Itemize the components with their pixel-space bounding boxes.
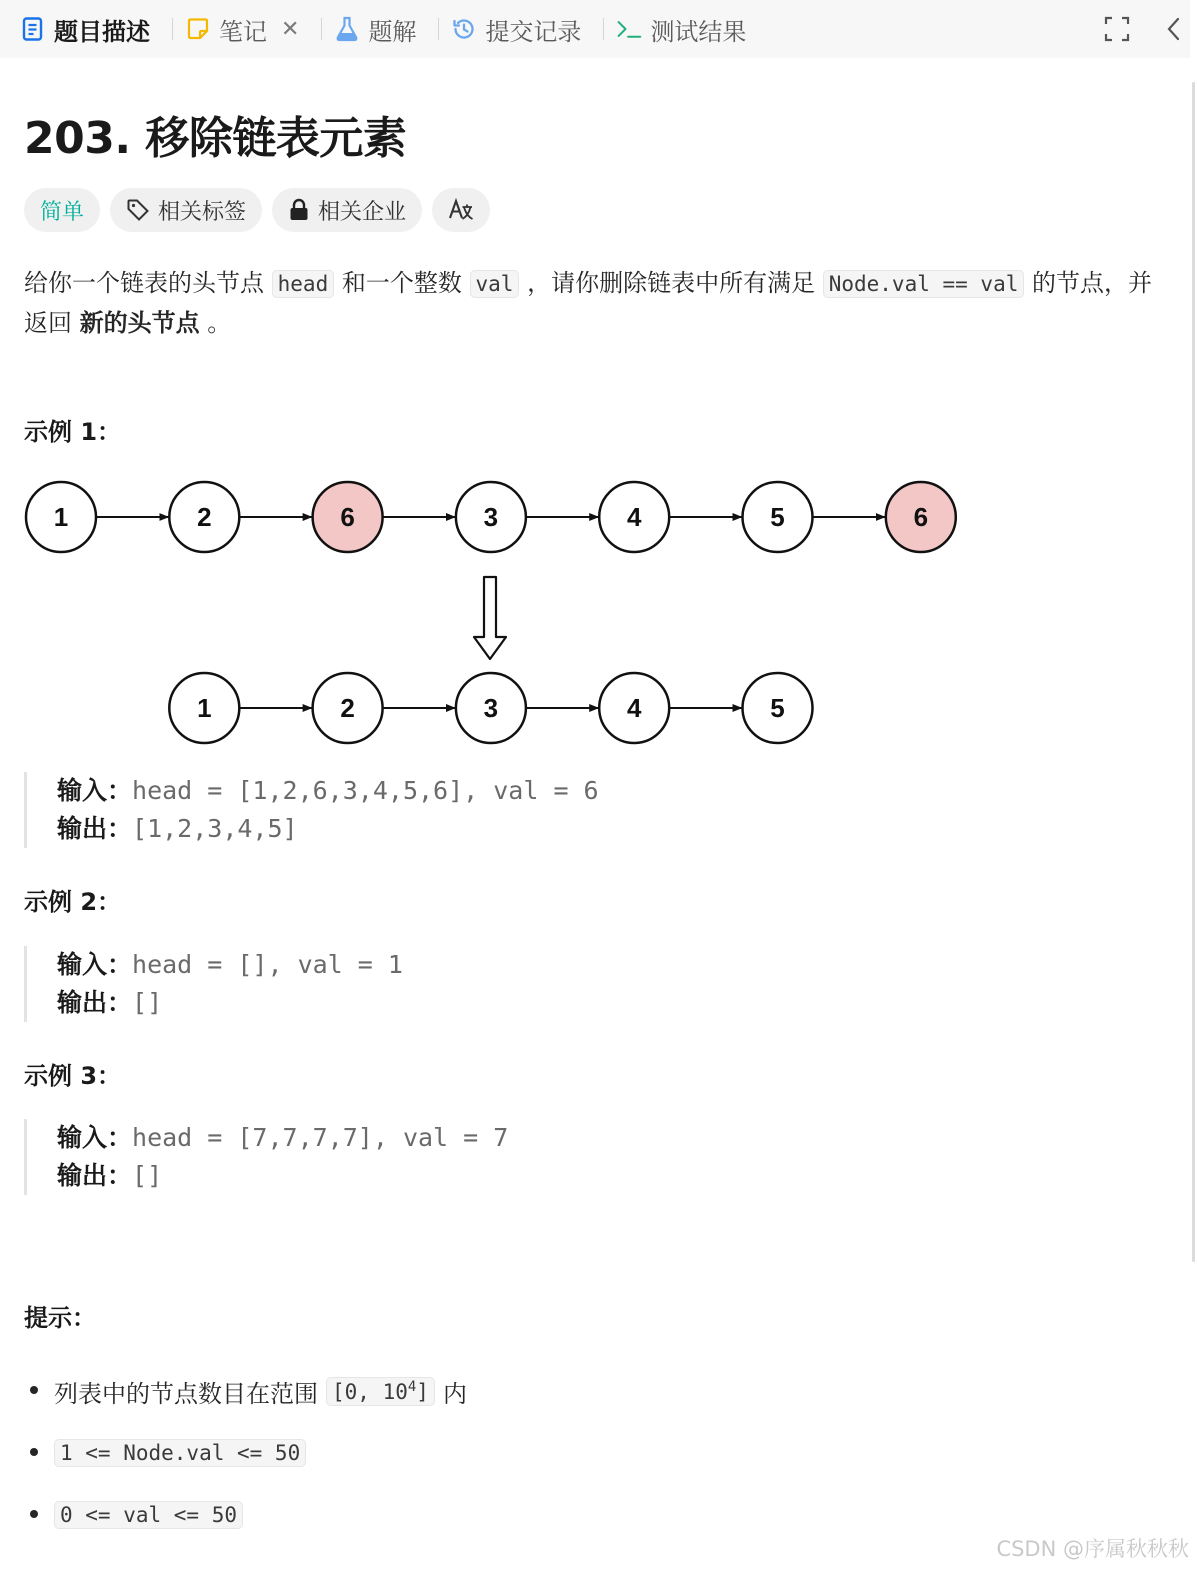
after-node <box>456 673 526 743</box>
before-node-value: 5 <box>770 502 785 532</box>
range-exponent: 4 <box>407 1378 417 1395</box>
tag-icon <box>126 198 150 222</box>
close-icon[interactable]: ✕ <box>281 16 300 42</box>
tab-divider <box>172 18 173 40</box>
before-node <box>313 482 383 552</box>
constraint-text: 列表中的节点数目在范围 <box>54 1379 318 1408</box>
after-node-value: 1 <box>197 693 212 723</box>
example-1-input-line <box>57 772 599 810</box>
difficulty-label: 简单 <box>40 199 85 225</box>
example-3-input-line <box>57 1119 508 1157</box>
list-after <box>169 673 812 743</box>
problem-tags <box>24 188 490 232</box>
before-node <box>886 482 956 552</box>
example-1-output-line <box>57 810 599 848</box>
fullscreen-icon[interactable] <box>1104 16 1130 42</box>
input-label: 输入： <box>57 776 133 805</box>
after-node-value: 4 <box>626 693 642 723</box>
tab-notes[interactable] <box>183 0 311 58</box>
example-3-heading: 示例 3： <box>24 1062 122 1090</box>
constraint-text: 内 <box>442 1379 467 1408</box>
inline-code-val-range: 0 <= val <= 50 <box>54 1501 243 1529</box>
before-node-value: 4 <box>626 502 642 532</box>
after-node <box>599 673 669 743</box>
before-node <box>26 482 96 552</box>
constraints-heading: 提示： <box>24 1304 96 1332</box>
example-1-input: head = [1,2,6,3,4,5,6], val = 6 <box>132 776 599 805</box>
statement-text: 的节点，并返回 <box>24 269 1153 337</box>
related-tags-label: 相关标签 <box>158 199 247 225</box>
tab-bar <box>0 0 1190 58</box>
before-node-value: 2 <box>197 502 212 532</box>
flask-icon <box>334 16 360 42</box>
before-node <box>743 482 813 552</box>
example-2-input: head = [], val = 1 <box>132 950 403 979</box>
after-node <box>169 673 239 743</box>
example-3-block <box>24 1119 508 1195</box>
problem-title: 203. 移除链表元素 <box>24 113 407 164</box>
tab-submissions-label: 提交记录 <box>485 17 582 46</box>
translate-button[interactable] <box>432 188 490 232</box>
tab-solutions-label: 题解 <box>368 17 417 46</box>
document-icon <box>20 16 46 42</box>
example-2-heading: 示例 2： <box>24 888 122 916</box>
lock-icon <box>288 198 310 222</box>
list-before <box>26 482 956 552</box>
before-node-value: 1 <box>53 502 69 532</box>
input-label: 输入： <box>57 950 133 979</box>
watermark: CSDN @序属秋秋秋 <box>996 1537 1189 1561</box>
example-3-output: [] <box>132 1161 163 1190</box>
input-label: 输入： <box>57 1123 133 1152</box>
tab-description-label: 题目描述 <box>54 17 150 46</box>
statement-text: 和一个整数 <box>341 269 462 297</box>
related-tags-button[interactable] <box>110 188 262 232</box>
tab-test-result[interactable] <box>614 0 758 58</box>
constraints-list <box>24 1360 467 1546</box>
inline-code-condition: Node.val == val <box>823 270 1025 298</box>
example-1-output: [1,2,3,4,5] <box>132 814 298 843</box>
tab-divider <box>603 18 604 40</box>
before-node-value: 6 <box>340 502 355 532</box>
after-node-value: 3 <box>483 693 499 723</box>
inline-code-range <box>326 1377 435 1406</box>
statement-text: 给你一个链表的头节点 <box>24 269 264 297</box>
tab-submissions[interactable] <box>449 0 593 58</box>
statement-text: ，请你删除链表中所有满足 <box>527 269 816 297</box>
range-code-end: ] <box>416 1379 429 1404</box>
tab-bar-actions <box>1104 0 1190 58</box>
tab-notes-label: 笔记 <box>219 17 267 46</box>
tab-solutions[interactable] <box>332 0 428 58</box>
before-node-value: 6 <box>913 502 929 532</box>
example-2-output-line <box>57 984 403 1022</box>
note-icon <box>185 16 211 42</box>
before-node-value: 3 <box>483 502 499 532</box>
tab-test-result-label: 测试结果 <box>650 17 747 46</box>
scrollbar[interactable] <box>1192 82 1195 1262</box>
example-2-input-line <box>57 946 403 984</box>
output-label: 输出： <box>57 814 133 843</box>
after-node-value: 2 <box>340 693 355 723</box>
output-label: 输出： <box>57 988 133 1017</box>
output-label: 输出： <box>57 1161 133 1190</box>
before-node <box>599 482 669 552</box>
related-companies-label: 相关企业 <box>318 199 407 225</box>
tab-divider <box>321 18 322 40</box>
example-2-output: [] <box>132 988 163 1017</box>
example-1-heading: 示例 1： <box>24 418 122 446</box>
example-3-input: head = [7,7,7,7], val = 7 <box>132 1123 509 1152</box>
translate-icon <box>448 198 474 222</box>
after-node <box>313 673 383 743</box>
difficulty-badge[interactable] <box>24 188 100 232</box>
inline-code-head: head <box>272 270 335 298</box>
constraint-item <box>24 1484 467 1546</box>
problem-statement <box>24 264 1174 343</box>
constraint-item <box>24 1360 467 1422</box>
example-3-output-line <box>57 1157 508 1195</box>
after-node-value: 5 <box>770 693 785 723</box>
before-node <box>169 482 239 552</box>
inline-code-node-val: 1 <= Node.val <= 50 <box>54 1439 306 1467</box>
constraint-item <box>24 1422 467 1484</box>
chevron-left-icon[interactable] <box>1164 16 1184 42</box>
inline-code-val: val <box>470 270 520 298</box>
after-node <box>743 673 813 743</box>
history-icon <box>451 16 477 42</box>
tab-divider <box>438 18 439 40</box>
statement-emphasis: 新的头节点 <box>79 309 200 337</box>
related-companies-button[interactable] <box>272 188 422 232</box>
range-code: [0, 10 <box>332 1379 408 1404</box>
terminal-icon <box>616 16 642 42</box>
linked-list-diagram <box>24 476 964 754</box>
example-1-block <box>24 772 599 848</box>
before-node <box>456 482 526 552</box>
transform-arrow-icon <box>474 577 506 659</box>
example-2-block <box>24 946 403 1022</box>
statement-text: 。 <box>207 309 232 337</box>
tab-description[interactable] <box>18 0 162 58</box>
